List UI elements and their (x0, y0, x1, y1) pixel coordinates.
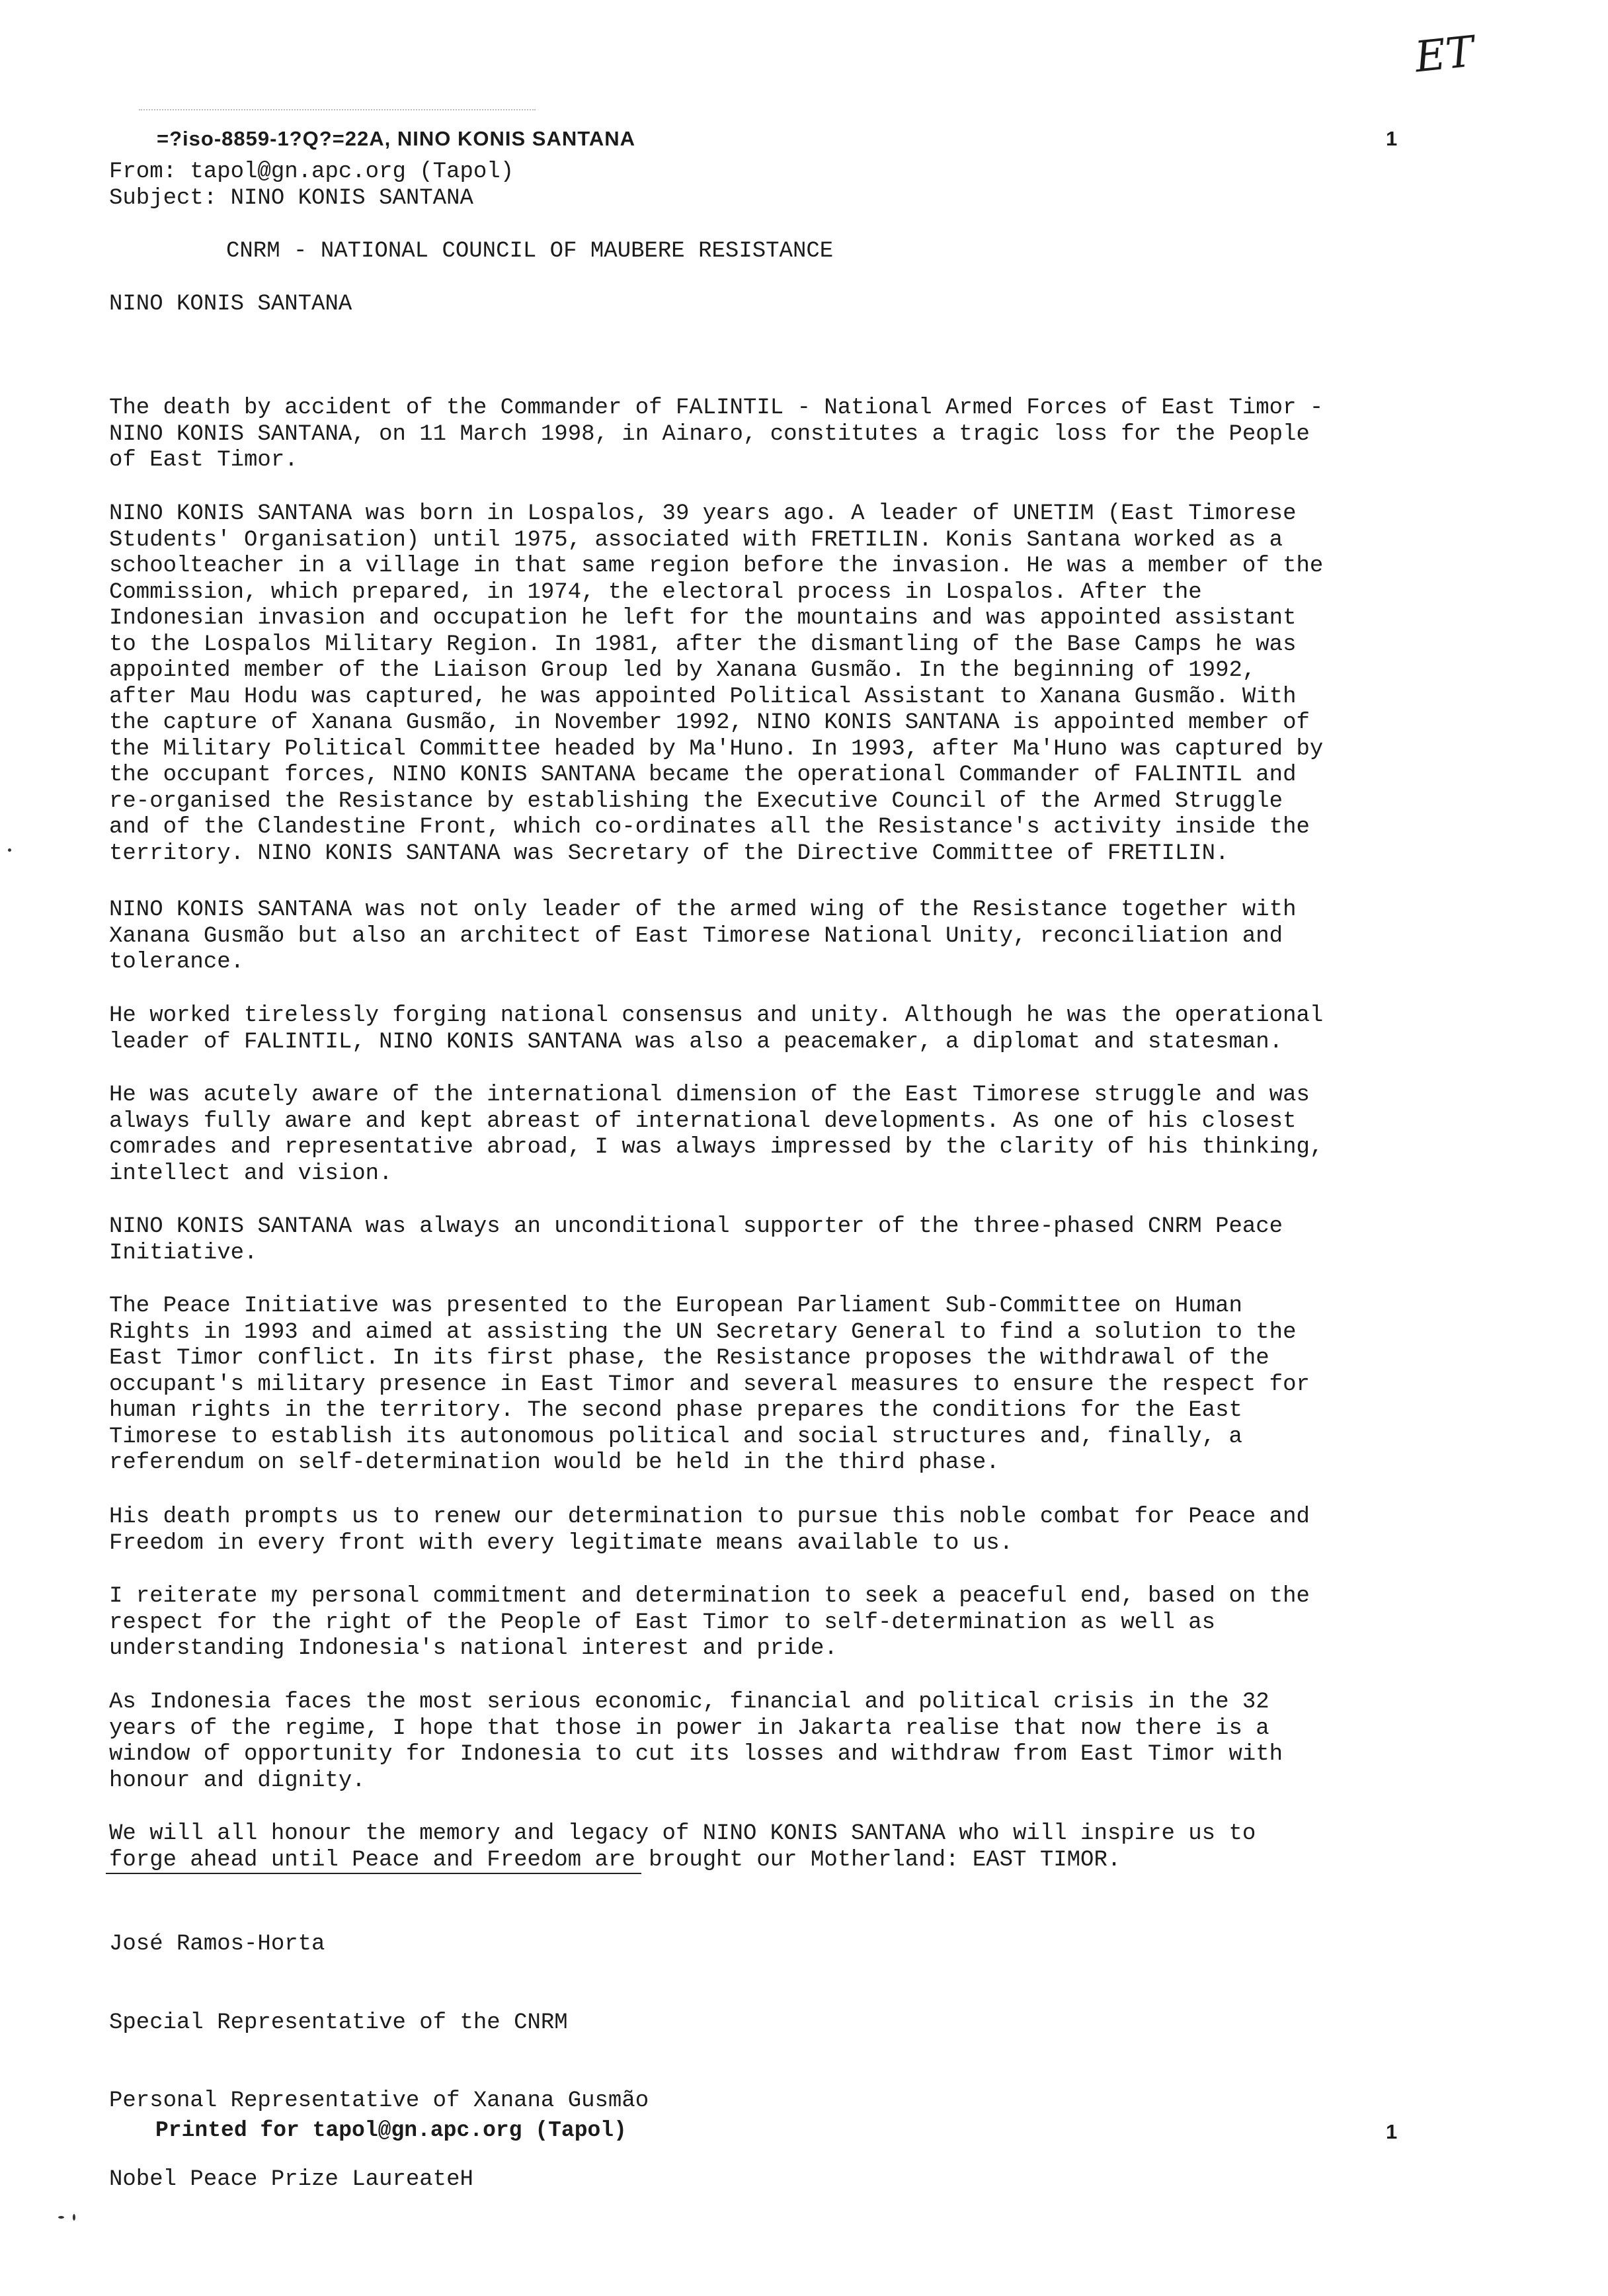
document-title: NINO KONIS SANTANA (109, 292, 352, 317)
signature-block (109, 1879, 1471, 2219)
scan-speck (8, 848, 11, 852)
footer-page-number: 1 (1386, 2120, 1398, 2143)
handwritten-mark: ET (1412, 27, 1477, 83)
scan-speck (73, 2214, 75, 2221)
signature-line (106, 1873, 641, 1874)
header-page-number: 1 (1386, 127, 1398, 150)
organization-heading: CNRM - NATIONAL COUNCIL OF MAUBERE RESISTANCE (226, 239, 834, 264)
paragraph-9: I reiterate my personal commitment and determination to seek a peaceful end, based on the respect for the right of the People of East Timor to self-determination as well as understanding Indonesia's national interest and pride. (109, 1584, 1310, 1661)
paragraph-3: NINO KONIS SANTANA was not only leader of the armed wing of the Resistance together with Xanana Gusmão but also an architect of East Timorese National Unity, reconciliation and tolerance. (109, 897, 1297, 975)
signatory-name: José Ramos-Horta (109, 1932, 325, 1957)
footer-printed-for: Printed for tapol@gn.apc.org (Tapol) (155, 2118, 627, 2143)
signatory-title: Special Representative of the CNRM (109, 2010, 568, 2035)
signatory-title: Nobel Peace Prize LaureateH (109, 2166, 473, 2192)
paragraph-7: The Peace Initiative was presented to the European Parliament Sub-Committee on Human Rights in 1993 and aimed at assisting the UN Secretary General to find a solution to the East Timor conflict. In its first phase, the Resistance proposes the withdrawal of the occupant's military presence in East Timor and several measures to ensure the respect for human rights in the territory. The second phase prepares the conditions for the East Timorese to establish its autonomous political and social structures and, finally, a referendum on self-determination would be held in the third phase. (109, 1293, 1310, 1475)
paragraph-11: We will all honour the memory and legacy of NINO KONIS SANTANA who will inspire us to forge ahead until Peace and Freedom are brought our Motherland: EAST TIMOR. (109, 1821, 1256, 1873)
paragraph-5: He was acutely aware of the international dimension of the East Timorese struggle and was always fully aware and kept abreast of international developments. As one of his closest comrades and representative abroad, I was always impressed by the clarity of his thinking, intellect and vision. (109, 1083, 1324, 1186)
paragraph-2: NINO KONIS SANTANA was born in Lospalos, 39 years ago. A leader of UNETIM (East Timorese Students' Organisation) until 1975, associated with FRETILIN. Konis Santana worked as a schoolteacher in a village in that same region before the invasion. He was a member of the Commission, which prepared, in 1974, the electoral process in Lospalos. After the Indonesian invasion and occupation he left for the mountains and was appointed assistant to the Lospalos Military Region. In 1981, after the dismantling of the Base Camps he was appointed member of the Liaison Group led by Xanana Gusmão. In the beginning of 1992, after Mau Hodu was captured, he was appointed Political Assistant to Xanana Gusmão. With the capture of Xanana Gusmão, in November 1992, NINO KONIS SANTANA is appointed member of the Military Political Committee headed by Ma'Huno. In 1993, after Ma'Huno was captured by the occupant forces, NINO KONIS SANTANA became the operational Commander of FALINTIL and re-organised the Resistance by establishing the Executive Council of the Armed Struggle and of the Clandestine Front, which co-ordinates all the Resistance's activity inside the territory. NINO KONIS SANTANA was Secretary of the Directive Committee of FRETILIN. (109, 501, 1324, 866)
paragraph-4: He worked tirelessly forging national consensus and unity. Although he was the operational leader of FALINTIL, NINO KONIS SANTANA was also a peacemaker, a diplomat and statesman. (109, 1003, 1324, 1055)
paragraph-8: His death prompts us to renew our determination to pursue this noble combat for Peace and Freedom in every front with every legitimate means available to us. (109, 1504, 1310, 1556)
scan-speck (58, 2216, 64, 2219)
encoded-subject-header: =?iso-8859-1?Q?=22A, NINO KONIS SANTANA (157, 127, 636, 150)
paragraph-1: The death by accident of the Commander of FALINTIL - National Armed Forces of East Timor - NINO KONIS SANTANA, on 11 March 1998, in Ainaro, constitutes a tragic loss for the People of East Timor. (109, 395, 1324, 473)
scan-artifact (139, 109, 536, 114)
paragraph-10: As Indonesia faces the most serious economic, financial and political crisis in the 32 years of the regime, I hope that those in power in Jakarta realise that now there is a window of opportunity for Indonesia to cut its losses and withdraw from East Timor with honour and dignity. (109, 1690, 1283, 1793)
signatory-title: Personal Representative of Xanana Gusmão (109, 2088, 649, 2113)
paragraph-6: NINO KONIS SANTANA was always an unconditional supporter of the three-phased CNRM Peace Initiative. (109, 1214, 1283, 1266)
subject-line: Subject: NINO KONIS SANTANA (109, 186, 473, 211)
from-line: From: tapol@gn.apc.org (Tapol) (109, 159, 514, 184)
